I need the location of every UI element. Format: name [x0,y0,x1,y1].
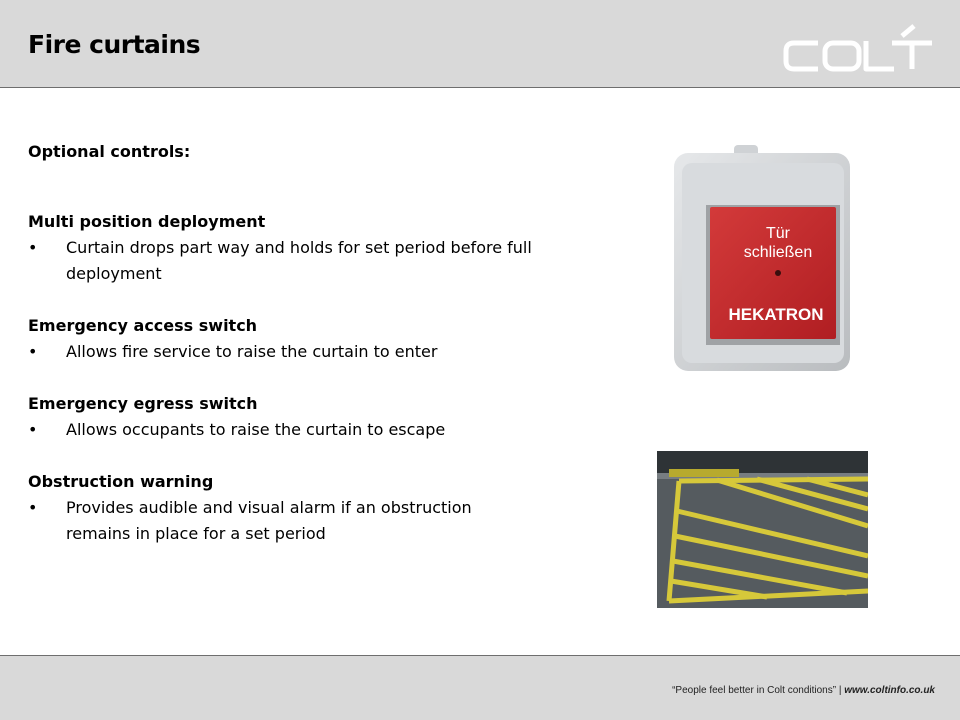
bullet-text: Allows fire service to raise the curtain to enter [66,342,438,361]
colt-logo [782,24,936,74]
header-bar [0,0,960,88]
section-heading: Emergency egress switch [28,394,258,413]
section-emergency-egress [28,391,588,443]
switch-brand: HEKATRON [728,305,824,324]
intro-heading: Optional controls: [28,142,191,161]
section-emergency-access [28,313,588,365]
section-heading: Obstruction warning [28,472,214,491]
bullet-item [28,417,588,443]
bullet-text: Curtain drops part way and holds for set period before full deployment [66,238,532,283]
content-area [28,139,588,573]
footer-separator: | [838,685,842,696]
section-heading: Emergency access switch [28,316,258,335]
footer-bar [0,655,960,720]
bullet-icon: • [28,238,38,257]
footer-text [672,685,935,696]
switch-label-line2: schließen [743,244,813,261]
section-multi-position [28,209,588,287]
bullet-text: Provides audible and visual alarm if an obstruction remains in place for a set period [66,498,472,543]
door-close-switch-photo [668,143,854,375]
floor-hatching-photo [657,451,868,608]
switch-label-line1: Tür [766,225,790,242]
bullet-item [28,235,588,287]
indicator-led-icon [775,270,781,276]
section-obstruction-warning [28,469,588,547]
bullet-text: Allows occupants to raise the curtain to escape [66,420,446,439]
bullet-icon: • [28,420,38,439]
bullet-item [28,495,506,547]
footer-tagline: “People feel better in Colt conditions” [672,685,837,696]
page-title: Fire curtains [28,30,201,59]
bullet-icon: • [28,498,38,517]
bullet-icon: • [28,342,38,361]
footer-url-link[interactable]: www.coltinfo.co.uk [844,685,935,696]
section-heading: Multi position deployment [28,212,266,231]
bullet-item [28,339,588,365]
